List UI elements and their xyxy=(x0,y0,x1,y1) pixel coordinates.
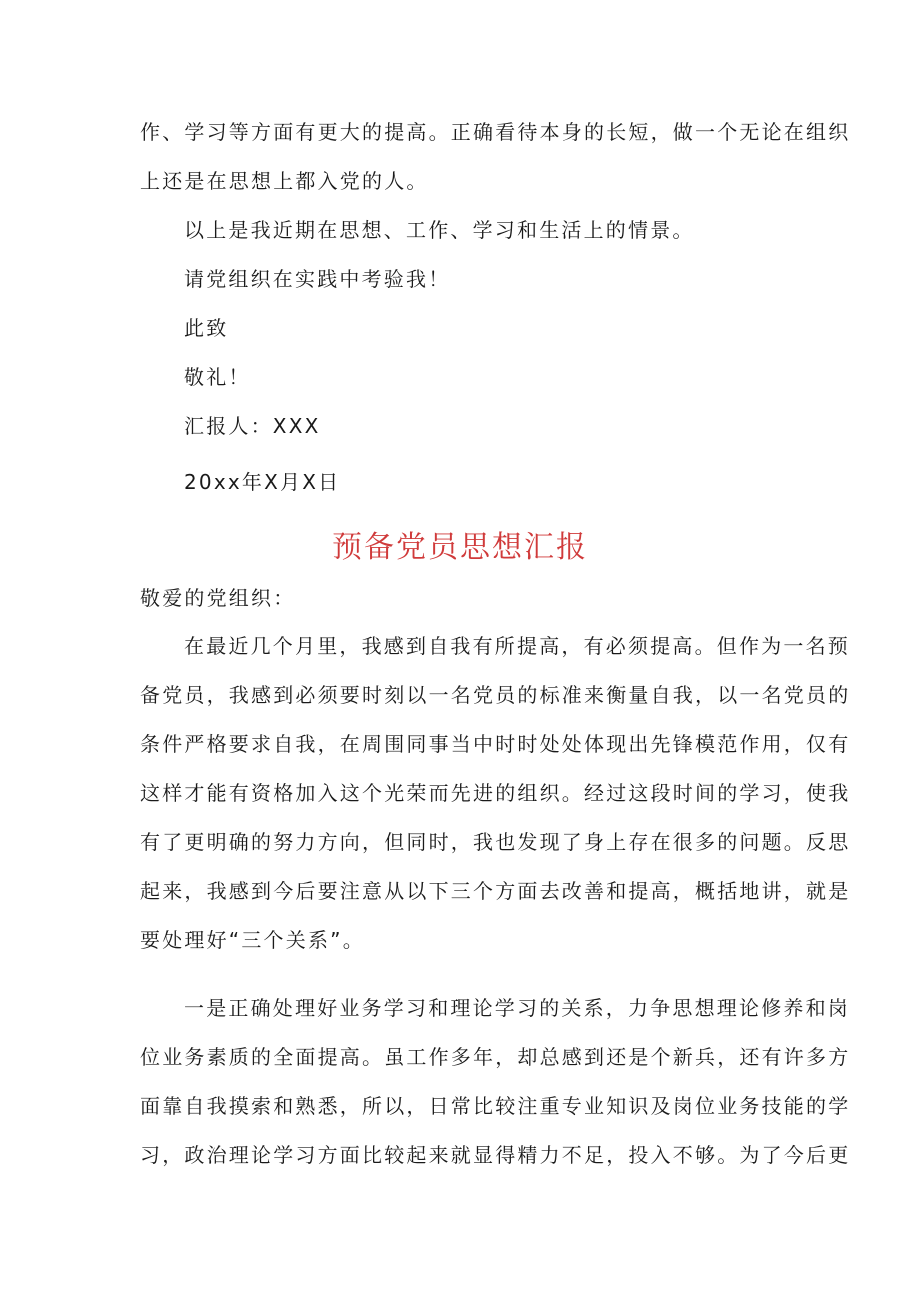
paragraph-line: 要处理好“三个关系”。 xyxy=(140,928,365,952)
paragraph-line: 备党员，我感到必须要时刻以一名党员的标准来衡量自我，以一名党员的 xyxy=(140,683,851,707)
request-line: 请党组织在实践中考验我！ xyxy=(184,267,451,291)
paragraph-line: 在最近几个月里，我感到自我有所提高，有必须提高。但作为一名预 xyxy=(184,634,850,658)
paragraph-line: 起来，我感到今后要注意从以下三个方面去改善和提高，概括地讲，就是 xyxy=(140,879,851,903)
paragraph-line: 一是正确处理好业务学习和理论学习的关系，力争思想理论修养和岗 xyxy=(184,996,850,1020)
paragraph-line: 这样才能有资格加入这个光荣而先进的组织。经过这段时间的学习，使我 xyxy=(140,781,851,805)
paragraph-line: 习，政治理论学习方面比较起来就显得精力不足，投入不够。为了今后更 xyxy=(140,1143,851,1167)
paragraph-line: 面靠自我摸索和熟悉，所以，日常比较注重专业知识及岗位业务技能的学 xyxy=(140,1094,851,1118)
summary-line: 以上是我近期在思想、工作、学习和生活上的情景。 xyxy=(184,218,695,242)
salutation: 敬爱的党组织： xyxy=(140,586,296,610)
paragraph-line: 作、学习等方面有更大的提高。正确看待本身的长短，做一个无论在组织 xyxy=(140,120,851,144)
paragraph-line: 上还是在思想上都入党的人。 xyxy=(140,169,429,193)
paragraph-line: 条件严格要求自我，在周围同事当中时时处处体现出先锋模范作用，仅有 xyxy=(140,732,851,756)
reporter-line: 汇报人：XXX xyxy=(184,414,321,438)
paragraph-line: 位业务素质的全面提高。虽工作多年，却总感到还是个新兵，还有许多方 xyxy=(140,1045,851,1069)
paragraph-line: 有了更明确的努力方向，但同时，我也发现了身上存在很多的问题。反思 xyxy=(140,830,851,854)
closing-salute: 敬礼！ xyxy=(184,365,251,389)
closing-line: 此致 xyxy=(184,316,229,340)
report-title: 预备党员思想汇报 xyxy=(332,530,588,565)
date-line: 20xx年X月X日 xyxy=(184,470,341,494)
